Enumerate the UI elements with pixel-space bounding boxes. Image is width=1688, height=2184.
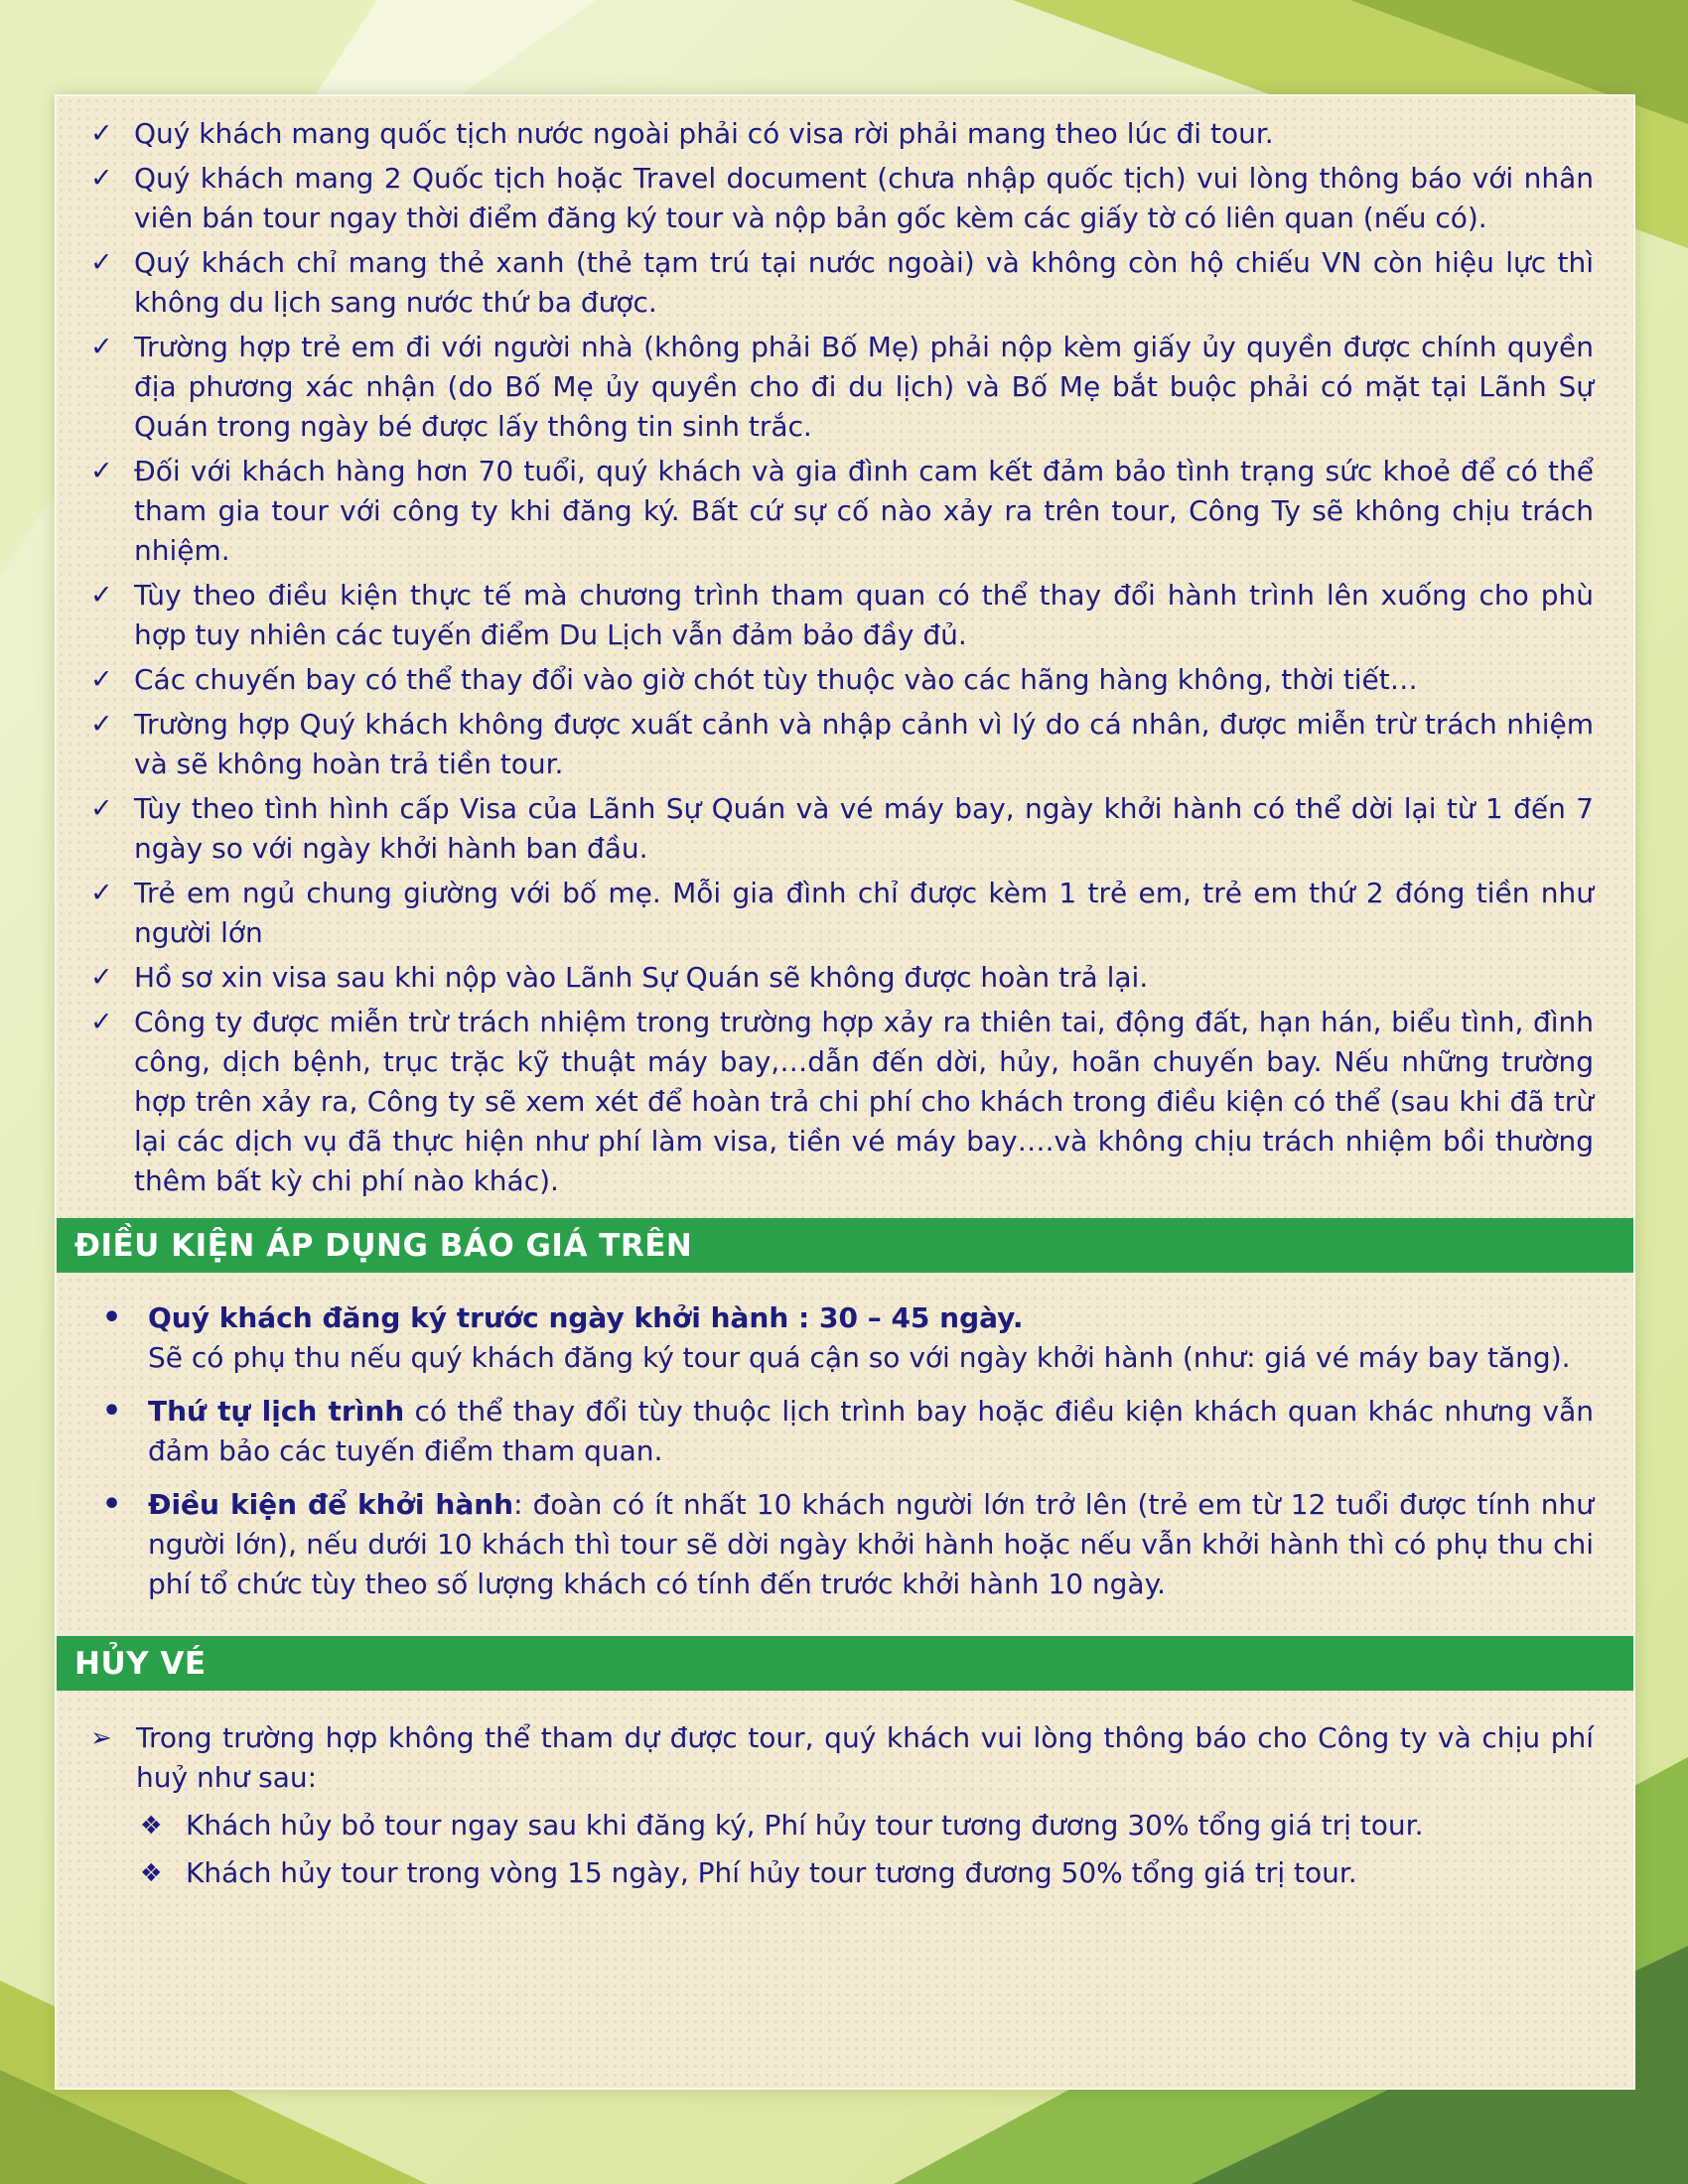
condition-item — [102, 1298, 1594, 1378]
checklist-item-text: Tùy theo tình hình cấp Visa của Lãnh Sự Quán và vé máy bay, ngày khởi hành có thể dời lại từ 1 đến 7 ngày so với ngày khởi hành ban đầu. — [134, 792, 1594, 865]
cancel-fee-text: Khách hủy bỏ tour ngay sau khi đăng ký, Phí hủy tour tương đương 30% tổng giá trị tour. — [186, 1809, 1424, 1842]
checklist-item — [90, 328, 1594, 447]
checklist-item-text: Trường hợp trẻ em đi với người nhà (không phải Bố Mẹ) phải nộp kèm giấy ủy quyền được chính quyền địa phương xác nhận (do Bố Mẹ ủy quyền cho đi du lịch) và Bố Mẹ bắt buộc phải có mặt tại Lãnh Sự Quán trong ngày bé được lấy thông tin sinh trắc. — [134, 331, 1594, 443]
check-icon: ✓ — [90, 664, 113, 695]
checklist-item-text: Hồ sơ xin visa sau khi nộp vào Lãnh Sự Quán sẽ không được hoàn trả lại. — [134, 961, 1149, 994]
checklist-item — [90, 1003, 1594, 1201]
check-icon: ✓ — [90, 878, 113, 908]
check-icon: ✓ — [90, 332, 113, 362]
check-icon: ✓ — [90, 118, 113, 149]
checklist-item — [90, 660, 1594, 700]
cancel-section — [57, 1691, 1633, 1893]
condition-item-lead: Thứ tự lịch trình — [148, 1395, 405, 1428]
condition-item-text — [148, 1298, 1594, 1378]
checklist-item — [90, 452, 1594, 571]
bullet-icon: • — [102, 1487, 122, 1522]
condition-item-text — [148, 1485, 1594, 1604]
section-header-conditions: ĐIỀU KIỆN ÁP DỤNG BÁO GIÁ TRÊN — [57, 1218, 1633, 1273]
check-icon: ✓ — [90, 580, 113, 611]
checklist-item-text: Trẻ em ngủ chung giường với bố mẹ. Mỗi gia đình chỉ được kèm 1 trẻ em, trẻ em thứ 2 đóng tiền như người lớn — [134, 877, 1594, 949]
diamond-icon: ❖ — [140, 1858, 163, 1887]
checklist-item-text: Trường hợp Quý khách không được xuất cảnh và nhập cảnh vì lý do cá nhân, được miễn trừ trách nhiệm và sẽ không hoàn trả tiền tour. — [134, 708, 1594, 780]
check-icon: ✓ — [90, 962, 113, 993]
checklist-item — [90, 958, 1594, 998]
checklist-item-text: Tùy theo điều kiện thực tế mà chương trình tham quan có thể thay đổi hành trình lên xuống cho phù hợp tuy nhiên các tuyến điểm Du Lịch vẫn đảm bảo đầy đủ. — [134, 579, 1594, 651]
condition-item-rest: : đoàn có ít nhất 10 khách người lớn trở lên (trẻ em từ 12 tuổi được tính như người lớn), nếu dưới 10 khách thì tour sẽ dời ngày khởi hành hoặc nếu vẫn khởi hành thì có phụ thu chi phí tổ chức tùy theo số lượng khách có tính đến trước khởi hành 10 ngày. — [148, 1488, 1594, 1600]
check-icon: ✓ — [90, 1007, 113, 1037]
condition-item-text — [148, 1392, 1594, 1471]
section-header-cancel: HỦY VÉ — [57, 1636, 1633, 1691]
cancel-fee-item — [140, 1853, 1594, 1893]
check-icon: ✓ — [90, 163, 113, 194]
check-icon: ✓ — [90, 793, 113, 824]
cancel-intro-item — [90, 1718, 1594, 1798]
content-panel — [55, 94, 1635, 2090]
check-icon: ✓ — [90, 247, 113, 278]
condition-item — [102, 1485, 1594, 1604]
diamond-icon: ❖ — [140, 1811, 163, 1840]
checklist-item-text: Quý khách mang quốc tịch nước ngoài phải có visa rời phải mang theo lúc đi tour. — [134, 117, 1274, 150]
check-icon: ✓ — [90, 709, 113, 740]
cancel-fee-text: Khách hủy tour trong vòng 15 ngày, Phí hủy tour tương đương 50% tổng giá trị tour. — [186, 1856, 1357, 1889]
condition-item-lead: Điều kiện để khởi hành — [148, 1488, 514, 1521]
arrow-icon: ➢ — [90, 1723, 112, 1753]
conditions-list — [57, 1273, 1633, 1626]
checklist-item — [90, 874, 1594, 953]
checklist-item — [90, 789, 1594, 869]
condition-item-lead: Quý khách đăng ký trước ngày khởi hành : 30 – 45 ngày. — [148, 1301, 1024, 1334]
checklist-item — [90, 576, 1594, 655]
cancel-intro-text: Trong trường hợp không thể tham dự được tour, quý khách vui lòng thông báo cho Công ty và chịu phí huỷ như sau: — [136, 1721, 1594, 1794]
checklist-item — [90, 114, 1594, 154]
bullet-icon: • — [102, 1394, 122, 1429]
condition-item-rest: có thể thay đổi tùy thuộc lịch trình bay hoặc điều kiện khách quan khác nhưng vẫn đảm bảo các tuyến điểm tham quan. — [148, 1395, 1594, 1467]
condition-item — [102, 1392, 1594, 1471]
check-icon: ✓ — [90, 456, 113, 486]
checklist-item-text: Đối với khách hàng hơn 70 tuổi, quý khách và gia đình cam kết đảm bảo tình trạng sức khoẻ để có thể tham gia tour với công ty khi đăng ký. Bất cứ sự cố nào xảy ra trên tour, Công Ty sẽ không chịu trách nhiệm. — [134, 455, 1594, 567]
checklist-item-text: Các chuyến bay có thể thay đổi vào giờ chót tùy thuộc vào các hãng hàng không, thời tiết… — [134, 663, 1418, 696]
checklist-item — [90, 159, 1594, 238]
condition-item-rest: Sẽ có phụ thu nếu quý khách đăng ký tour quá cận so với ngày khởi hành (như: giá vé máy bay tăng). — [148, 1341, 1571, 1374]
notes-checklist — [57, 96, 1633, 1208]
checklist-item-text: Công ty được miễn trừ trách nhiệm trong trường hợp xảy ra thiên tai, động đất, hạn hán, biểu tình, đình công, dịch bệnh, trục trặc kỹ thuật máy bay,…dẫn đến dời, hủy, hoãn chuyến bay. Nếu những trường hợp trên xảy ra, Công ty sẽ xem xét để hoàn trả chi phí cho khách trong điều kiện có thể (sau khi đã trừ lại các dịch vụ đã thực hiện như phí làm visa, tiền vé máy bay….và không chịu trách nhiệm bồi thường thêm bất kỳ chi phí nào khác). — [134, 1006, 1594, 1197]
cancel-fee-list — [90, 1806, 1594, 1893]
checklist-item — [90, 705, 1594, 784]
checklist-item-text: Quý khách mang 2 Quốc tịch hoặc Travel document (chưa nhập quốc tịch) vui lòng thông báo với nhân viên bán tour ngay thời điểm đăng ký tour và nộp bản gốc kèm các giấy tờ có liên quan (nếu có). — [134, 162, 1594, 234]
checklist-item — [90, 243, 1594, 323]
bullet-icon: • — [102, 1300, 122, 1335]
checklist-item-text: Quý khách chỉ mang thẻ xanh (thẻ tạm trú tại nước ngoài) và không còn hộ chiếu VN còn hiệu lực thì không du lịch sang nước thứ ba được. — [134, 246, 1594, 319]
cancel-fee-item — [140, 1806, 1594, 1845]
